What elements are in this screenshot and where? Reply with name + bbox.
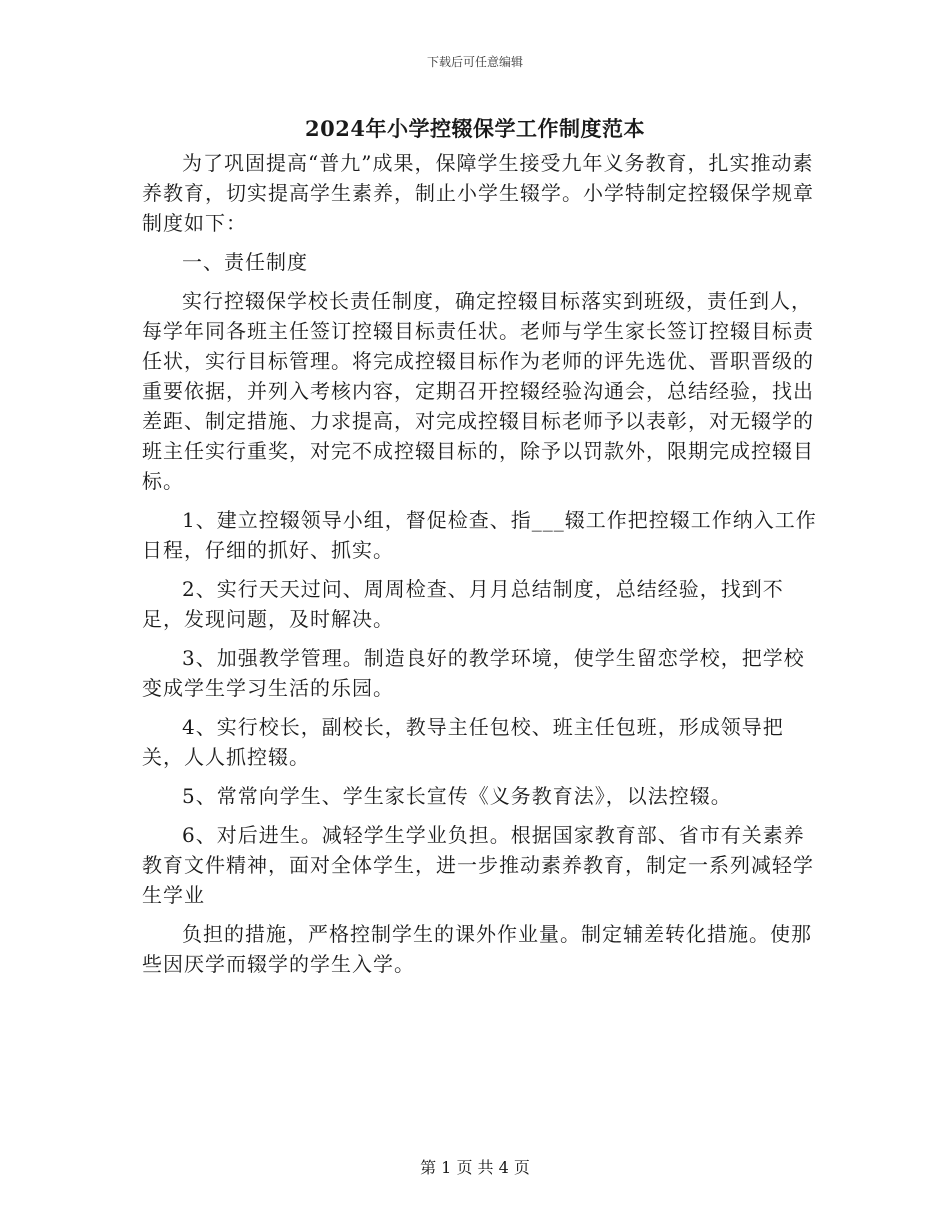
section-heading-responsibility: 一、责任制度 xyxy=(182,250,308,274)
paragraph-responsibility: 实行控辍保学校长责任制度，确定控辍目标落实到班级，责任到人，每学年同各班主任签订控辍目标责任状。老师与学生家长签订控辍目标责任状，实行目标管理。将完成控辍目标作为老师的评先选优、晋职晋级的重要依据，并列入考核内容，定期召开控辍经验沟通会，总结经验，找出差距、制定措施、力求提高，对完成控辍目标老师予以表彰，对无辍学的班主任实行重奖，对完不成控辍目标的，除予以罚款外，限期完成控辍目标。 xyxy=(142,289,814,493)
list-item-4: 4、实行校长，副校长，教导主任包校、班主任包班，形成领导把关，人人抓控辍。 xyxy=(142,715,784,769)
list-item-1: 1、建立控辍领导小组，督促检查、指___辍工作把控辍工作纳入工作日程，仔细的抓好、抓实。 xyxy=(142,508,817,562)
document-title: 2024年小学控辍保学工作制度范本 xyxy=(305,116,645,141)
list-item-5: 5、常常向学生、学生家长宣传《义务教育法》，以法控辍。 xyxy=(182,784,732,808)
list-item-6: 6、对后进生。减轻学生学业负担。根据国家教育部、省市有关素养教育文件精神，面对全体学生，进一步推动素养教育，制定一系列减轻学生学业 xyxy=(142,823,814,907)
list-item-3: 3、加强教学管理。制造良好的教学环境，使学生留恋学校，把学校变成学生学习生活的乐园。 xyxy=(142,646,805,700)
document-body xyxy=(142,148,822,988)
paragraph-intro: 为了巩固提高“普九”成果，保障学生接受九年义务教育，扎实推动素养教育，切实提高学生素养，制止小学生辍学。小学特制定控辍保学规章制度如下： xyxy=(142,151,814,235)
paragraph-continuation: 负担的措施，严格控制学生的课外作业量。制定辅差转化措施。使那些因厌学而辍学的学生入学。 xyxy=(142,922,812,976)
list-item-2: 2、实行天天过问、周周检查、月月总结制度，总结经验，找到不足，发现问题，及时解决。 xyxy=(142,577,784,631)
page-header-note: 下载后可任意编辑 xyxy=(426,55,523,69)
page-number: 第 1 页 共 4 页 xyxy=(420,1158,530,1177)
